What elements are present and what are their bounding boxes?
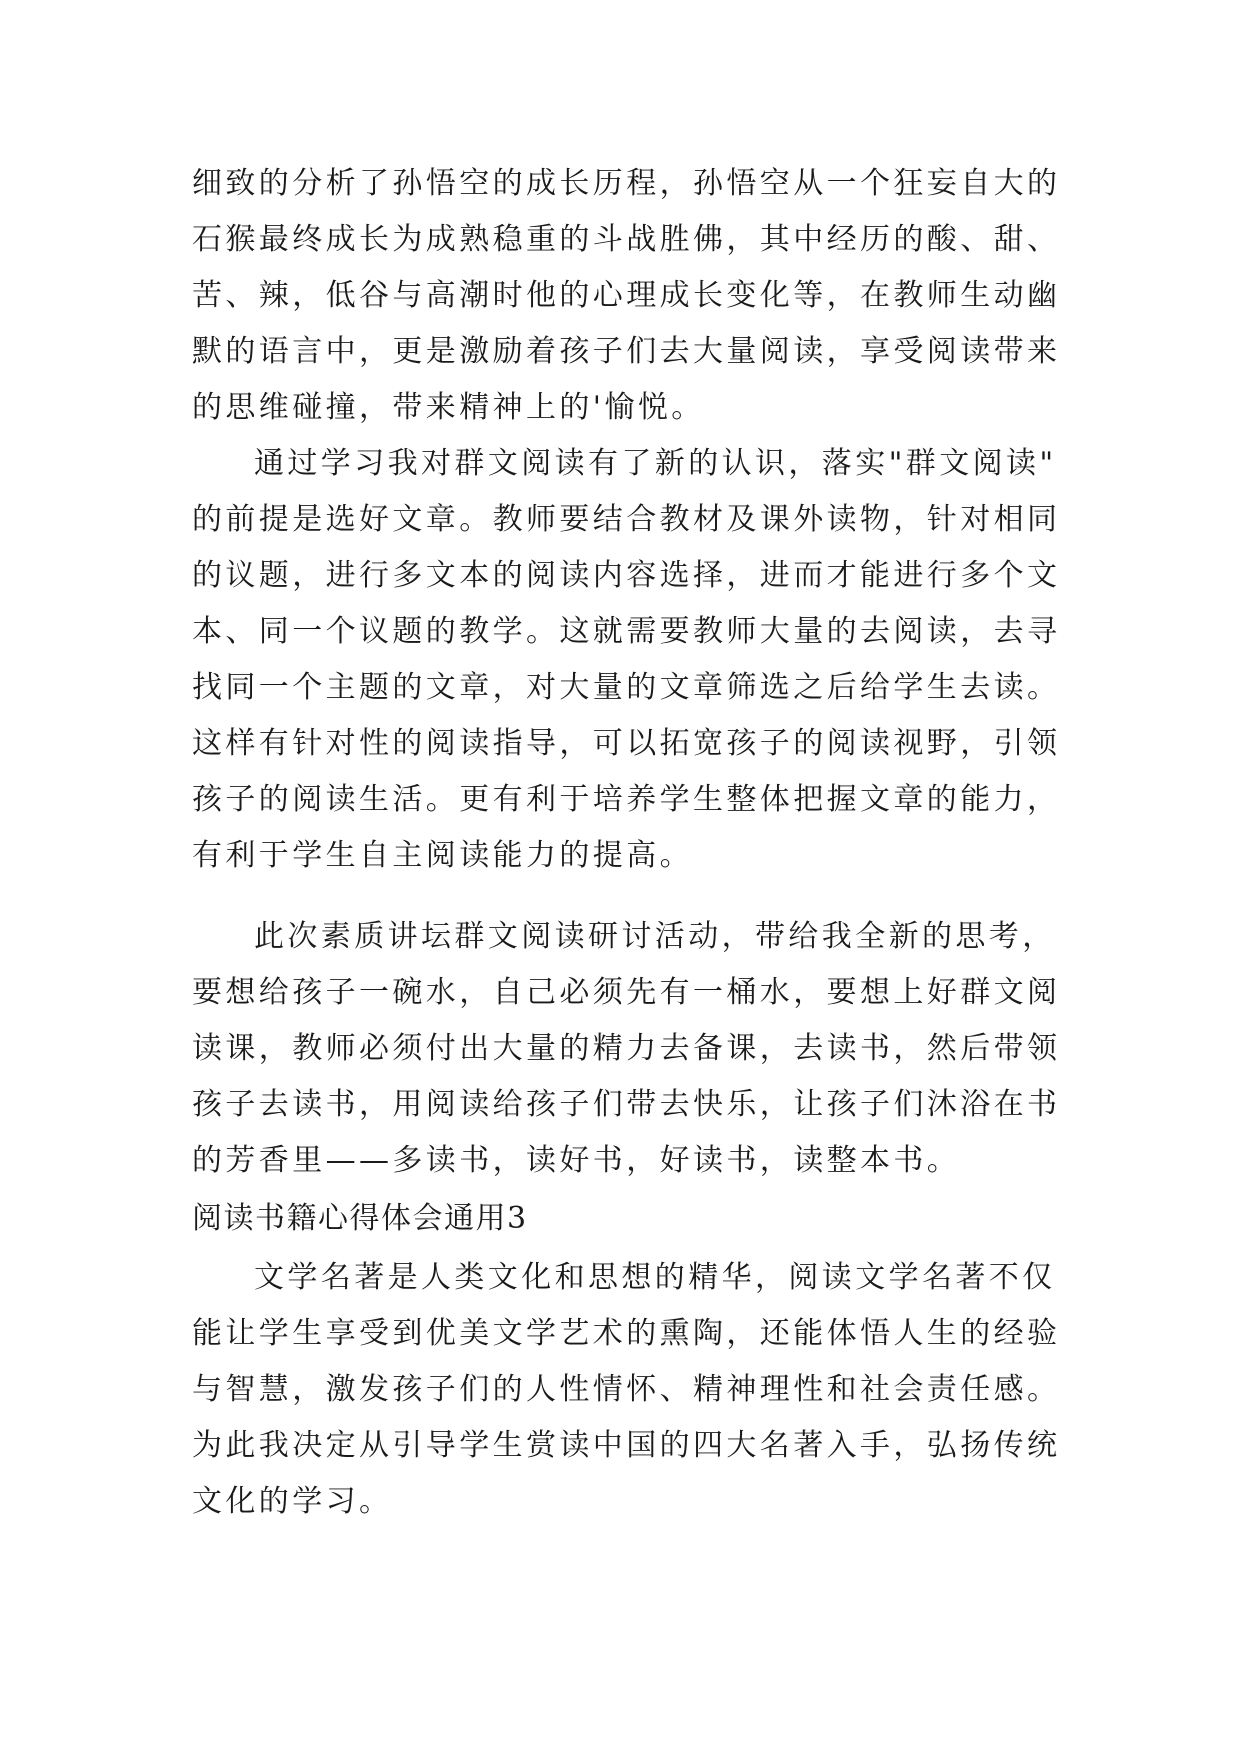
paragraph-2-line: 这样有针对性的阅读指导，可以拓宽孩子的阅读视野，引领 <box>192 726 1061 761</box>
paragraph-3-line: 孩子去读书，用阅读给孩子们带去快乐，让孩子们沐浴在书 <box>192 1087 1061 1122</box>
section-heading: 阅读书籍心得体会通用3 <box>192 1201 528 1236</box>
paragraph-2-line: 有利于学生自主阅读能力的提高。 <box>192 838 693 873</box>
paragraph-4-line: 文化的学习。 <box>192 1484 393 1519</box>
paragraph-4-line: 文学名著是人类文化和思想的精华，阅读文学名著不仅 <box>254 1260 1056 1295</box>
paragraph-1-line: 细致的分析了孙悟空的成长历程，孙悟空从一个狂妄自大的 <box>192 166 1061 201</box>
paragraph-2-line: 通过学习我对群文阅读有了新的认识，落实"群文阅读" <box>254 446 1057 481</box>
paragraph-1-line: 的思维碰撞，带来精神上的'愉悦。 <box>192 390 705 425</box>
paragraph-1-line: 石猴最终成长为成熟稳重的斗战胜佛，其中经历的酸、甜、 <box>192 222 1061 257</box>
paragraph-3-line: 的芳香里——多读书，读好书，好读书，读整本书。 <box>192 1143 961 1178</box>
paragraph-1-line: 苦、辣，低谷与高潮时他的心理成长变化等，在教师生动幽 <box>192 278 1061 313</box>
paragraph-2-line: 孩子的阅读生活。更有利于培养学生整体把握文章的能力， <box>192 782 1061 817</box>
paragraph-2-line: 找同一个主题的文章，对大量的文章筛选之后给学生去读。 <box>192 670 1061 705</box>
paragraph-2-line: 的前提是选好文章。教师要结合教材及课外读物，针对相同 <box>192 502 1061 537</box>
paragraph-4-line: 能让学生享受到优美文学艺术的熏陶，还能体悟人生的经验 <box>192 1316 1061 1351</box>
paragraph-3-line: 读课，教师必须付出大量的精力去备课，去读书，然后带领 <box>192 1031 1061 1066</box>
paragraph-2-line: 的议题，进行多文本的阅读内容选择，进而才能进行多个文 <box>192 558 1061 593</box>
paragraph-2-line: 本、同一个议题的教学。这就需要教师大量的去阅读，去寻 <box>192 614 1061 649</box>
paragraph-3-line: 要想给孩子一碗水，自己必须先有一桶水，要想上好群文阅 <box>192 975 1061 1010</box>
paragraph-1-line: 默的语言中，更是激励着孩子们去大量阅读，享受阅读带来 <box>192 334 1061 369</box>
paragraph-3-line: 此次素质讲坛群文阅读研讨活动，带给我全新的思考， <box>254 919 1056 954</box>
paragraph-4-line: 与智慧，激发孩子们的人性情怀、精神理性和社会责任感。 <box>192 1372 1061 1407</box>
paragraph-4-line: 为此我决定从引导学生赏读中国的四大名著入手，弘扬传统 <box>192 1428 1061 1463</box>
